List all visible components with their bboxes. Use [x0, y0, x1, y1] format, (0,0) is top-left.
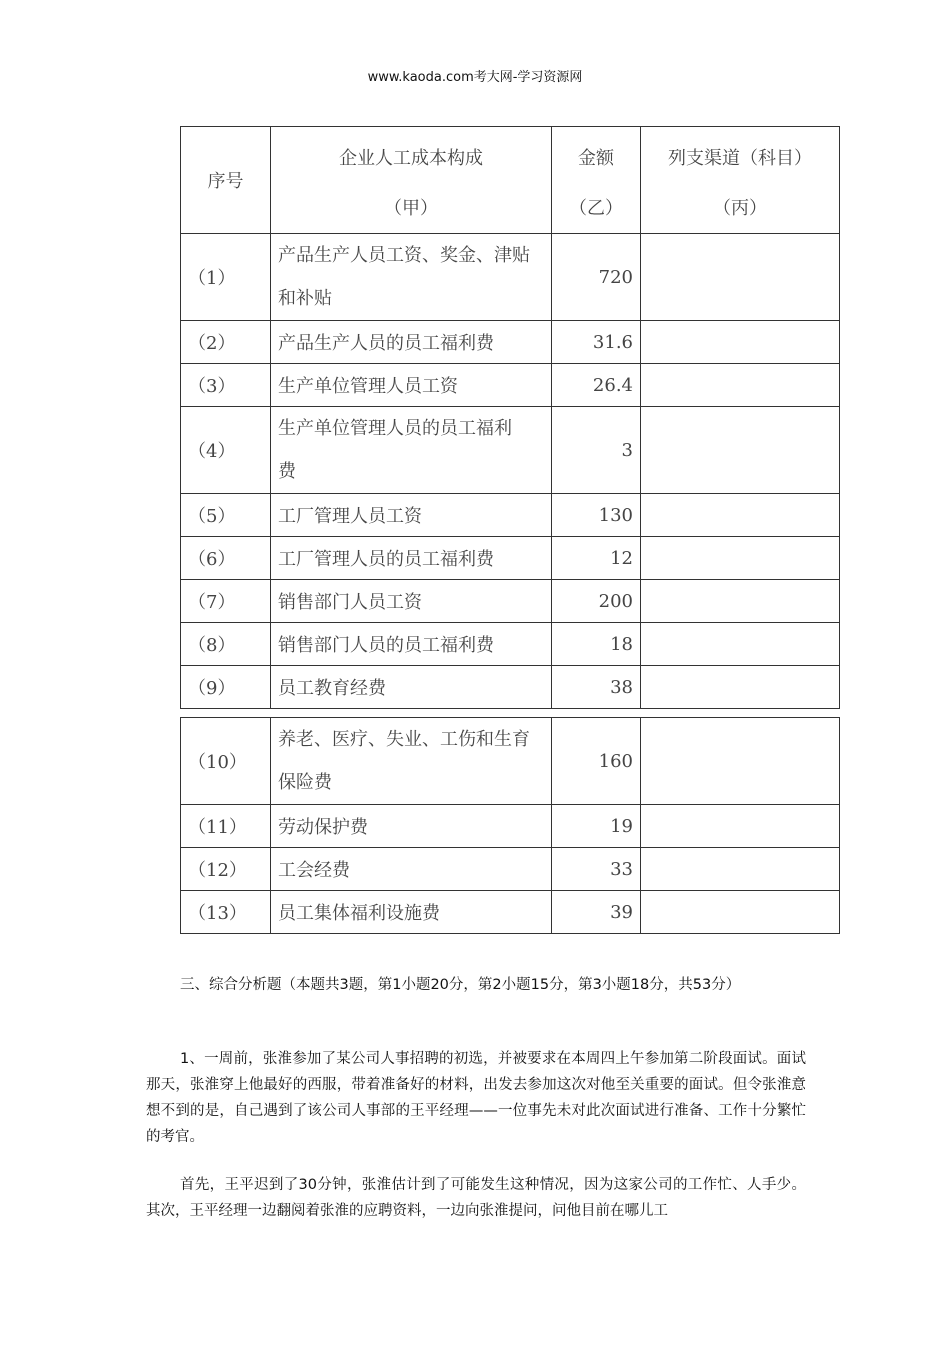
table-row: [181, 666, 840, 709]
header-composition: 企业人工成本构成 （甲）: [271, 127, 552, 234]
row-item: 工会经费: [271, 848, 552, 891]
row-no: （1）: [181, 234, 271, 321]
row-amount: 39: [552, 891, 641, 934]
row-channel: [641, 234, 840, 321]
header-amount: 金额 （乙）: [552, 127, 641, 234]
header-channel: 列支渠道（科目） （丙）: [641, 127, 840, 234]
table-row: [181, 891, 840, 934]
table-row: [181, 407, 840, 494]
row-no: （9）: [181, 666, 271, 709]
row-item: 养老、医疗、失业、工伤和生育 保险费: [271, 718, 552, 805]
row-amount: 26.4: [552, 364, 641, 407]
table-header-row: [181, 127, 840, 234]
row-amount: 200: [552, 580, 641, 623]
section-heading-paragraph: 三、综合分析题（本题共3题，第1小题20分，第2小题15分，第3小题18分，共53分）: [180, 977, 741, 993]
row-item: 劳动保护费: [271, 805, 552, 848]
row-no: （7）: [181, 580, 271, 623]
row-channel: [641, 537, 840, 580]
row-channel: [641, 848, 840, 891]
table-row: [181, 848, 840, 891]
row-channel: [641, 364, 840, 407]
table-page-break: [181, 709, 840, 718]
row-item: 员工集体福利设施费: [271, 891, 552, 934]
body-paragraph: 首先，王平迟到了30分钟，张淮估计到了可能发生这种情况，因为这家公司的工作忙、人手少。其次，王平经理一边翻阅着张淮的应聘资料，一边向张淮提问，问他目前在哪儿工: [146, 1177, 806, 1219]
row-amount: 720: [552, 234, 641, 321]
row-amount: 130: [552, 494, 641, 537]
row-channel: [641, 407, 840, 494]
table-row: [181, 234, 840, 321]
row-item: 生产单位管理人员的员工福利 费: [271, 407, 552, 494]
row-channel: [641, 891, 840, 934]
row-amount: 33: [552, 848, 641, 891]
row-item: 产品生产人员的员工福利费: [271, 321, 552, 364]
table-row: [181, 718, 840, 805]
row-item: 生产单位管理人员工资: [271, 364, 552, 407]
table-row: [181, 805, 840, 848]
row-amount: 12: [552, 537, 641, 580]
row-no: （8）: [181, 623, 271, 666]
table-row: [181, 623, 840, 666]
question-paragraph: 1、一周前，张淮参加了某公司人事招聘的初选，并被要求在本周四上午参加第二阶段面试。面试那天，张淮穿上他最好的西服，带着准备好的材料，出发去参加这次对他至关重要的面试。但令张淮意想不到的是，自己遇到了该公司人事部的王平经理——一位事先未对此次面试进行准备、工作十分繁忙的考官。: [146, 1051, 806, 1145]
row-amount: 31.6: [552, 321, 641, 364]
row-channel: [641, 718, 840, 805]
row-no: （6）: [181, 537, 271, 580]
row-no: （12）: [181, 848, 271, 891]
header-seq: 序号: [181, 127, 271, 234]
row-item: 销售部门人员的员工福利费: [271, 623, 552, 666]
row-item: 工厂管理人员的员工福利费: [271, 537, 552, 580]
row-amount: 160: [552, 718, 641, 805]
table-row: [181, 321, 840, 364]
row-amount: 38: [552, 666, 641, 709]
row-no: （2）: [181, 321, 271, 364]
table-row: [181, 580, 840, 623]
row-no: （4）: [181, 407, 271, 494]
row-channel: [641, 580, 840, 623]
row-no: （10）: [181, 718, 271, 805]
table-row: [181, 364, 840, 407]
row-no: （3）: [181, 364, 271, 407]
row-channel: [641, 623, 840, 666]
row-item: 销售部门人员工资: [271, 580, 552, 623]
row-item: 产品生产人员工资、奖金、津贴 和补贴: [271, 234, 552, 321]
row-item: 员工教育经费: [271, 666, 552, 709]
row-channel: [641, 494, 840, 537]
row-no: （11）: [181, 805, 271, 848]
row-item: 工厂管理人员工资: [271, 494, 552, 537]
table-row: [181, 494, 840, 537]
table-row: [181, 537, 840, 580]
row-no: （5）: [181, 494, 271, 537]
row-no: （13）: [181, 891, 271, 934]
row-amount: 18: [552, 623, 641, 666]
row-amount: 19: [552, 805, 641, 848]
page-header: www.kaoda.com考大网-学习资源网: [367, 70, 583, 85]
row-channel: [641, 321, 840, 364]
row-amount: 3: [552, 407, 641, 494]
row-channel: [641, 805, 840, 848]
labor-cost-table: [180, 126, 840, 934]
row-channel: [641, 666, 840, 709]
